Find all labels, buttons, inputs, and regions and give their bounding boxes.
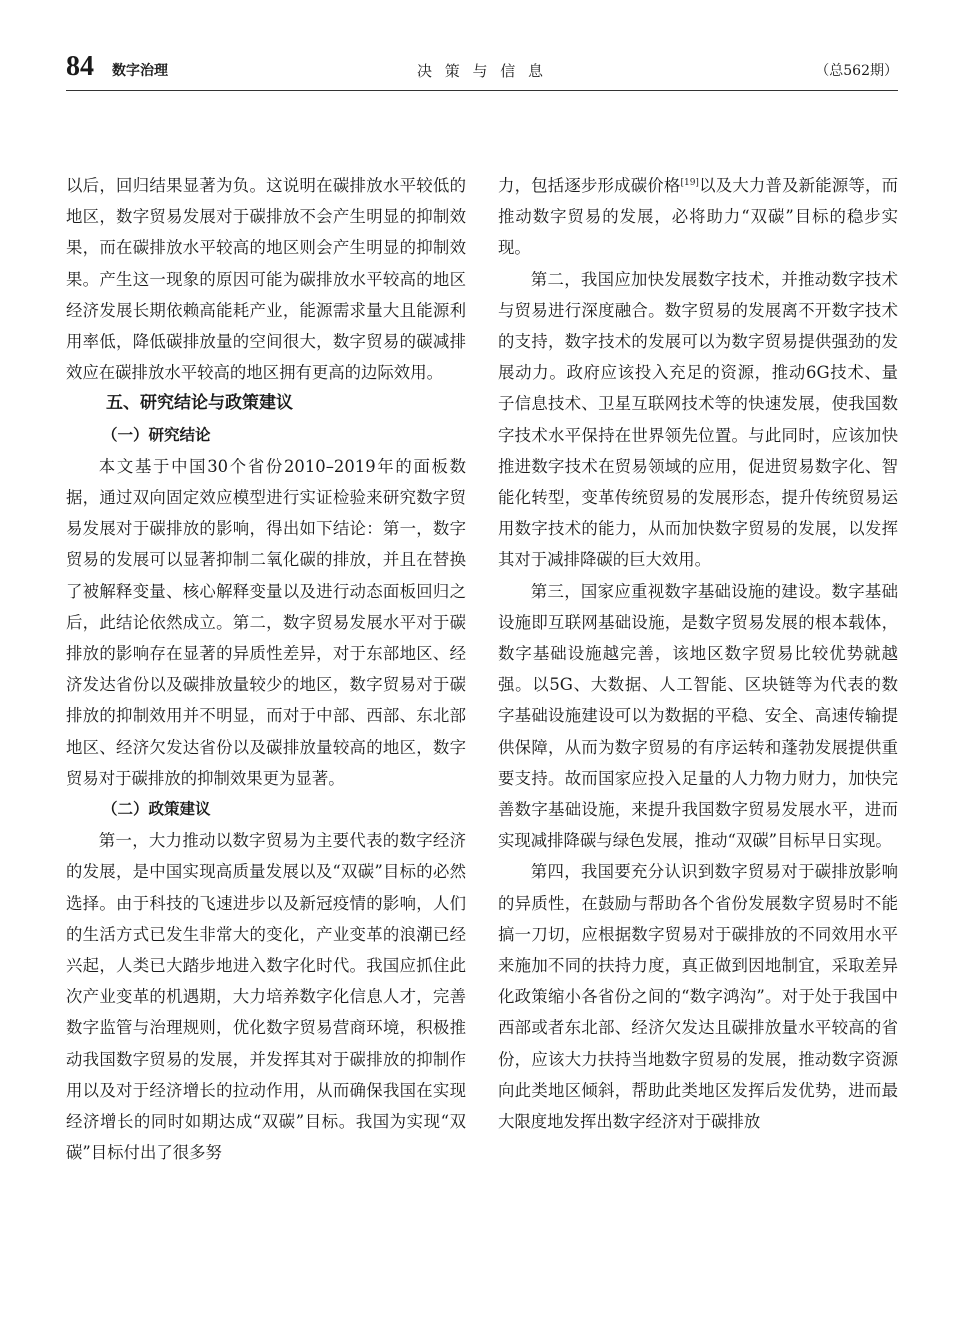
paragraph: 第二，我国应加快发展数字技术，并推动数字技术与贸易进行深度融合。数字贸易的发展离不开数字技术的支持，数字技术的发展可以为数字贸易提供强劲的发展动力。政府应该投入充足的资源，推动6G技术、量子信息技术、卫星互联网技术等的快速发展，使我国数字技术水平保持在世界领先位置。与此同时，应该加快推进数字技术在贸易领域的应用，促进贸易数字化、智能化转型，变革传统贸易的发展形态，提升传统贸易运用数字技术的能力，从而加快数字贸易的发展，以发挥其对于减排降碳的巨大效用。 [498,269,898,570]
citation-ref: [19] [680,178,699,188]
paragraph [498,170,898,264]
section-heading: 五、研究结论与政策建议 [106,393,293,414]
paragraph: 以后，回归结果显著为负。这说明在碳排放水平较低的地区，数字贸易发展对于碳排放不会产生明显的抑制效果，而在碳排放水平较高的地区则会产生明显的抑制效果。产生这一现象的原因可能为碳排放水平较高的地区经济发展长期依赖高能耗产业，能源需求量大且能源利用率低，降低碳排放量的空间很大，数字贸易的碳减排效应在碳排放水平较高的地区拥有更高的边际效用。 [66,176,466,383]
page-header [66,50,898,91]
section-label: 数字治理 [112,63,168,79]
paragraph: 本文基于中国30个省份2010–2019年的面板数据，通过双向固定效应模型进行实证检验来研究数字贸易发展对于碳排放的影响，得出如下结论：第一，数字贸易的发展可以显著抑制二氧化碳的排放，并且在替换了被解释变量、核心解释变量以及进行动态面板回归之后，此结论依然成立。第二，数字贸易发展水平对于碳排放的影响存在显著的异质性差异，对于东部地区、经济发达省份以及碳排放量较少的地区，数字贸易对于碳排放的抑制效用并不明显，而对于中部、西部、东北部地区、经济欠发达省份以及碳排放量较高的地区，数字贸易对于碳排放的抑制效果更为显著。 [66,456,466,788]
left-column [66,170,466,1300]
paragraph: 第三，国家应重视数字基础设施的建设。数字基础设施即互联网基础设施，是数字贸易发展的根本载体，数字基础设施越完善，该地区数字贸易比较优势就越强。以5G、大数据、人工智能、区块链等为代表的数字基础设施建设可以为数据的平稳、安全、高速传输提供保障，从而为数字贸易的有序运转和蓬勃发展提供重要支持。故而国家应投入足量的人力物力财力，加快完善数字基础设施，来提升我国数字贸易发展水平，进而实现减排降碳与绿色发展，推动“双碳”目标早日实现。 [498,581,898,851]
journal-name: 决 策 与 信 息 [416,62,548,80]
paragraph-text: 以及大力普及新能源等，而推动数字贸易的发展，必将助力“双碳”目标的稳步实现。 [498,176,899,258]
issue-label: （总562期） [815,63,898,79]
paragraph: 第一，大力推动以数字贸易为主要代表的数字经济的发展，是中国实现高质量发展以及“双碳”目标的必然选择。由于科技的飞速进步以及新冠疫情的影响，人们的生活方式已发生非常大的变化，产业变革的浪潮已经兴起，人类已大踏步地进入数字化时代。我国应抓住此次产业变革的机遇期，大力培养数字化信息人才，完善数字监管与治理规则，优化数字贸易营商环境，积极推动我国数字贸易的发展，并发挥其对于碳排放的抑制作用以及对于经济增长的拉动作用，从而确保我国在实现经济增长的同时如期达成“双碳”目标。我国为实现“双碳”目标付出了很多努 [66,831,466,1163]
page-number: 84 [66,51,94,82]
article-body [66,170,898,1300]
subsection-heading-conclusions: （一）研究结论 [102,425,211,444]
right-column [498,170,898,1300]
paragraph: 第四，我国要充分认识到数字贸易对于碳排放影响的异质性，在鼓励与帮助各个省份发展数字贸易时不能搞一刀切，应根据数字贸易对于碳排放的不同效用水平来施加不同的扶持力度，真正做到因地制宜，采取差异化政策缩小各省份之间的“数字鸿沟”。对于处于我国中西部或者东北部、经济欠发达且碳排放量水平较高的省份，应该大力扶持当地数字贸易的发展，推动数字资源向此类地区倾斜，帮助此类地区发挥后发优势，进而最大限度地发挥出数字经济对于碳排放 [498,862,898,1132]
paragraph-text: 力，包括逐步形成碳价格 [498,176,681,195]
subsection-heading-policy: （二）政策建议 [102,800,211,819]
